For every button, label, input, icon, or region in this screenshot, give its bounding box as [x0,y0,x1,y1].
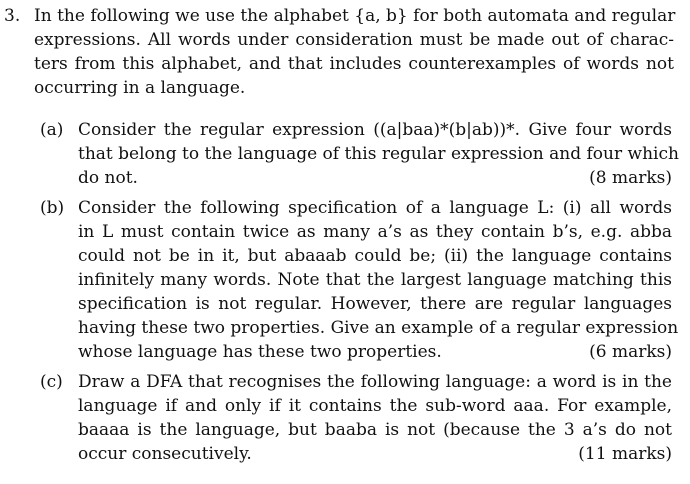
part-last-line [78,340,672,364]
part-body [78,118,679,190]
intro-line: occurring in a language. [34,78,246,98]
part-label: (c) [40,372,63,392]
marks-label: (8 marks) [589,168,672,188]
part-last-line [78,442,672,466]
part-body [78,196,679,364]
intro-line: In the following we use the alphabet {a, b} for both automata and regular [34,6,676,26]
question-intro [34,4,674,100]
part-line: Consider the following specification of a language L: (i) all words [78,198,672,218]
part-line: infinitely many words. Note that the largest language matching this [78,270,672,290]
part-line: Draw a DFA that recognises the following language: a word is in the [78,372,672,392]
part-line: having these two properties. Give an example of a regular expression [78,318,679,338]
part-body [78,370,672,466]
marks-label: (11 marks) [578,444,672,464]
intro-line: expressions. All words under consideration must be made out of charac- [34,30,674,50]
part-line: baaaa is the language, but baaba is not (because the 3 a’s do not [78,420,672,440]
part-line: specification is not regular. However, there are regular languages [78,294,672,314]
part-line: language if and only if it contains the sub-word aaa. For example, [78,396,672,416]
part-label: (b) [40,198,65,218]
part-line: whose language has these two properties. [78,342,442,362]
marks-label: (6 marks) [589,342,672,362]
part-line: Consider the regular expression ((a|baa)*(b|ab))*. Give four words [78,120,672,140]
part-line: occur consecutively. [78,444,252,464]
part-last-line [78,166,672,190]
part-label: (a) [40,120,64,140]
part-line: in L must contain twice as many a’s as they contain b’s, e.g. abba [78,222,672,242]
intro-line: ters from this alphabet, and that includes counterexamples of words not [34,54,674,74]
part-line: that belong to the language of this regular expression and four which [78,144,679,164]
part-line: could not be in it, but abaaab could be; (ii) the language contains [78,246,672,266]
question-number: 3. [4,6,21,26]
part-line: do not. [78,168,138,188]
